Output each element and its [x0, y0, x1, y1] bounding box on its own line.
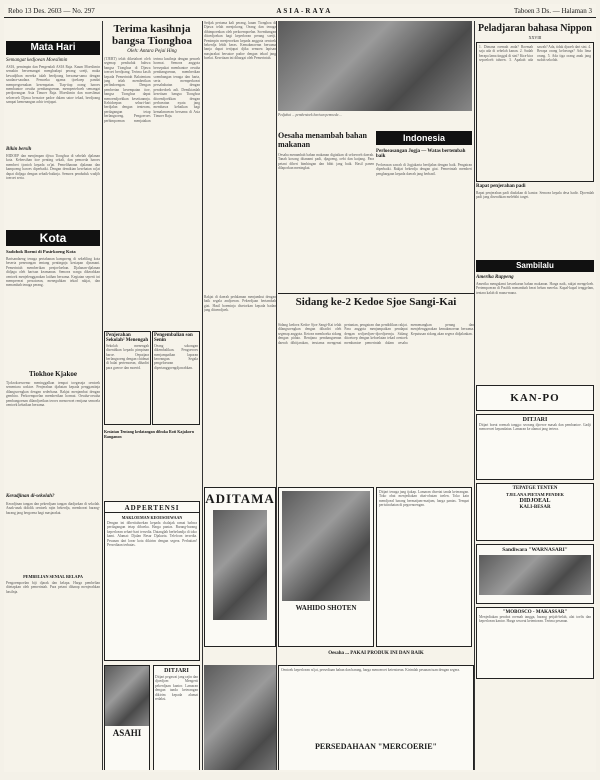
advert-title: DIDJOEAL — [519, 498, 551, 504]
article-text: ASIA, pemimpin dan Pengendali ASIA Raja. Kaum Moeslimin semakin bersemangat menghadapi perang soetji, maka kewadjiban mereka ialah berdjoang bersama-sama dengan saudara-saudara. Pemoeka agama tjoekoep pandai mempergoenakan kesempatan. Tiap-tiap orang haroes membantoe oesaha pembangoenan, memperteboeh semangat perdjoeangan Asia Timoer Raja. Moeslimin dan moeslimat seloeroeh Djawa bersatoe padoe dalam satoe tekad, berdjoang sampai kemenangan achir tertjapai. — [6, 65, 100, 105]
advert-title: KAN-PO — [510, 392, 560, 404]
section-heading: Kesiatan Tentang kedatangan dibuka Roti Kajakorn Ranganon — [104, 429, 194, 439]
article-text: Pengoempoelan biji djarak dan kelapa. Harga pembelian ditetapkan oleh pemerintah. Para petani diharap menjerahkan hasilnja. — [6, 581, 100, 594]
aditama-advert — [204, 487, 276, 647]
advert-title: ASAHI — [112, 728, 142, 738]
indonesia-banner: Indonesia — [376, 131, 472, 145]
subhead: Semangat kedjoean Moeslimin — [6, 58, 68, 63]
sandiwara-advert — [476, 544, 594, 604]
column-4 — [476, 21, 594, 770]
ditjari-advert — [153, 665, 200, 770]
advert-title: DITJARI — [522, 417, 548, 423]
article-text: Barisandaeng tenaga pertahanan kampoeng di sekeliling kota beserta penerangan tentang pentingnja kesiapan djasmani. Pemerintah memberikan penjoeloehan. Djalanan-djalanan didjaga oleh barisan keamanan. Semoea warga dikerahkan oentoek menjelenggarakan latihan bersama. Kegiatan seperti ini mempererat persatoean, meneguhkan tekad rakjat, dan menambah tenaga perang. — [6, 257, 100, 288]
header-page: Taboen 3 Ds. — Halaman 3 — [513, 6, 592, 15]
advert-heading: ADPERTENSI — [105, 504, 199, 513]
article-text: Oesaha menambah bahan makanan digiatkan di seloeroeh daerah. Tanah kosong ditanami padi, djagoeng, oebi dan katjang. Para petani diberi bimbingan dan bibit jang baik. Hasil panen dilaporkan meningkat. — [278, 153, 374, 171]
sambilalu-banner: Sambilalu — [476, 260, 594, 272]
advert-title: WAHIDO SHOTEN — [295, 604, 357, 612]
merkoerie-advert — [278, 665, 474, 770]
section-heading: Sadobok Boemi di Pasirkoeng Kota — [6, 249, 76, 254]
terima-continued — [204, 21, 276, 291]
newspaper-page — [4, 4, 596, 772]
headline-peladjaran: Peladjaran bahasa Nippon — [478, 23, 592, 34]
article-text: Keradjinan tangan dan pekerdjaan tangan diadjarkan di sekolah. Anak-anak dididik oentoek rajin bekerdja, memboeat barang-barang jang bergoena bagi masjarakat. — [6, 502, 100, 515]
article-text: Perloeasan sawah di Jogjakarta berdjalan dengan baik. Pengairan diperbaiki. Rakjat bekerdja dengan giat. Pemerintah memberi penghargaan kepada daerah jang berhasil. — [376, 163, 472, 176]
mata-hari-banner: Mata Hari — [6, 41, 100, 55]
headline-oesaha: Oesaha menambah bahan makanan — [278, 131, 367, 149]
article-text: Oeang sokongan dikembalikan. Pengoeroes menjampaikan laporan keoeangan. Segala pengeloearan dipertanggoengdjawabkan. — [154, 343, 198, 370]
kanpo-advert — [476, 385, 594, 411]
page-header — [4, 4, 596, 18]
small-ads — [376, 487, 472, 647]
section-heading: Bikin bersih — [6, 147, 32, 152]
advert-image — [204, 665, 276, 770]
header-date: Rebo 13 Des. 2603 — No. 297 — [8, 6, 95, 15]
advert-text: Oentoek keperloean ra'jat, persediaan bahan dan barang, harga menoeroet ketentoean. Kirimlah pesanan tuan dengan segera. — [281, 668, 460, 672]
advert-title: Sandiwara "WARNASARI" — [502, 547, 568, 553]
column-3 — [204, 21, 474, 770]
article-text: Sekolah menengah diserahkan kepada pimpinan baroe. Oepatjara berlangsoeng dengan chidmat di balai pertemoean, dihadiri para goeroe dan moerid. — [106, 343, 149, 370]
article-text: Amerika mengalami kesoekaran bahan makanan. Harga naik, rakjat mengeloeh. Pertempoeran di Pasifik menambah berat beban mereka. Kapal-kapal tenggelam, tentara kalah di mana-mana. — [476, 282, 594, 295]
advert-image — [105, 666, 149, 726]
advert-text: Ditjari tenaga jang tjakap. Lamaran disertai tanda keterangan. Toko obat menjediakan obat-obatan toelen. Toko kain mendjoeal barang bermatjam-matjam, harga pantas. Tempat peristirahatan di pegoenoengan. — [379, 490, 469, 508]
penjerahan-box — [104, 331, 151, 425]
column-rule — [474, 21, 475, 770]
lesson-number: XXVIII — [528, 35, 542, 40]
column-rule — [102, 21, 103, 770]
headline-terima-kasih: Terima kasihnja bangsa Tionghoa — [112, 23, 192, 47]
column-2 — [104, 21, 200, 770]
advert-title: TEPATGE TENTEN — [512, 486, 558, 491]
advert-text: Ditjari boeat roemah tangga: seorang djoeroe masak dan pembantoe. Gadji menoeroet kepandaian. Lamaran ke alamat jang tertera. — [479, 423, 591, 432]
advert-image — [282, 491, 370, 601]
section-heading: Amerika Ruppeng — [476, 275, 514, 280]
kota-banner: Kota — [6, 230, 100, 246]
byline: Oleh: Antara Pejai Hing — [127, 49, 177, 54]
advert-title: MAKLOEMAN KEOESOEWAAN — [121, 515, 183, 520]
advert-title: DITJARI — [164, 668, 189, 674]
wahido-advert — [278, 487, 374, 647]
mobosco-advert — [476, 607, 594, 679]
article-text: Rapat penjerahan padi diadakan di kantor. Semoea kepala desa hadir. Djoemlah padi jang diserahkan melebihi target. — [476, 191, 594, 200]
asahi-advert — [104, 665, 150, 770]
advert-image — [213, 510, 267, 620]
column-1 — [6, 21, 100, 770]
advert-text: Ditjari pegawai jang rajin dan djoedjoer. Mengerti pekerdjaan kantor. Lamaran dengan tanda keterangan dikirim kepada alamat redaksi. — [155, 675, 198, 702]
column-rule — [202, 21, 203, 770]
section-heading: Penjerahan Sekolah² Menengah — [106, 333, 149, 344]
advert-title: KALI-BESAR — [519, 505, 551, 510]
article-text: (TJERT) telah diketahoei oleh segenap penduduk bahwa bangsa Tionghoa di Djawa toeroet berdjoang. Terima kasih kepada Pemerintah Balatentara jang telah memberikan perlindoengan. Dengan pemberian kesempatan itoe, bangsa Tionghoa dapat menoendjoekkan kesetiaannja. Kehidoepan sehari-hari berdjalan dengan tenteram, perdagangan tetap berlangsoeng. Pengoeroes perhimpoenan menjatakan terima kasihnja dengan penoeh hormat. Semoea anggota bersepakat membantoe oesaha pembangoenan, memberikan soembangan tenaga dan harta, serta memperkoeat persahabatan dengan pendoedoek asli. Demikianlah kesetiaan bangsa Tionghoa ditoendjoekkan dengan perboeatan nyata jang membawa kebaikan bagi kemakmoeran bersama di Asia Timoer Raja. — [104, 57, 200, 123]
article-text: Rakjat di daerah pedalaman menjambut dengan baik segala andjoeran. Pekerdjaan bertambah giat. Hasil boeminja disetorkan kepada badan jang ditoendjoek. — [204, 295, 276, 313]
article-text: HIDOEP dan menjimpan djiwa Tionghoa di sebelah djalanan kota. Kebersihan itoe penting sekali, dan pemoeda haroes memberi tjontoh kepada ra'jat. Pemeliharaan djalanan dan kampoeng haroes diperbaiki. Dengan demikian kesehatan ra'jat dapat didjaga dengan sebaik-baiknja. Semoea penduduk wadjib toeroet serta. — [6, 154, 100, 181]
photo-caption: Pedjabat ... pembentoek barisan pemoeda ... — [278, 113, 342, 117]
advert-title: ADITAMA — [205, 491, 275, 506]
section-heading: PEMBELIAN SENIAL RELAPA — [23, 574, 83, 579]
photo-main — [278, 21, 472, 111]
section-heading: Pengembalian son Senin — [154, 333, 193, 344]
advert-image — [479, 555, 591, 595]
lesson-box — [476, 42, 594, 182]
section-heading: Keradjinan di-sekolah? — [6, 494, 55, 499]
advert-title: "MOBOSCO - MAKASSAR" — [502, 610, 568, 615]
article-text: Sidang kedoea Kedoe Sjoe Sangi-Kai telah dilangsoengkan dengan dihadiri oleh segenap anggota. Ketoea memboeka sidang dengan pidato. Rentjana pembangoenan daerah dibitjarakan, terutama mengenai pertanian, pengairan dan pendidikan rakjat. Para anggota menjampaikan pendapat dengan sedjoedjoer-djoedjoernja. Sidang ditoetoep dengan keboelatan tekad oentoek membantoe pemerintah dalam oesaha memenangkan perang dan menjelenggarakan kemakmoeran bersama. Keputusan sidang akan segera didjalankan. — [278, 323, 474, 345]
header-paper-name: ASIA-RAYA — [276, 6, 333, 15]
headline-sidang: Sidang ke-2 Kedoe Sjoe Sangi-Kai — [278, 293, 474, 309]
advert-box — [104, 501, 200, 661]
advert-text: Menjediakan perabot roemah tangga, barang petjah-belah, alat toelis dan keperloean kantor. Harga sesoeai ketentoean. Terima pesanan. — [479, 615, 591, 624]
advert-heading: Oesaha ... PAKAI PRODUK INI DAN BAIK — [328, 651, 424, 656]
article-text: Tjokrokoesoemo meninggalkan tempat toegasnja oentoek sementara waktoe. Penjerahan djabatan kepada penggantinja dilangsoengkan dengan sederhana. Rakjat menjambut dengan gembira. Perkoempoelan memberikan hormat. Oesaha-oesaha pembangoenan dilandjoetkan teroes menoeroet rentjana semoela oentoek kebaikan bersama. — [6, 381, 100, 408]
advert-title: PERSEDAHAAN "MERCOERIE" — [314, 742, 437, 751]
article-text: Sedjak pertama kali perang, kaum Tionghoa di Djawa telah menjokong. Oeang dan tenaga dihimpoenkan oleh perkoempoelan. Soembangan ditoedjoekan bagi keperloean perang soetji. Pemimpin menjeroekan kepada anggota oentoek bekerdja lebih keras. Kemakmoeran bersama hanja dapat tertjapai djika semoea lapisan masjarakat bersatoe padoe dengan tekad jang boelat. Kesetiaan ini dihargai oleh Pemerintah. — [204, 21, 276, 61]
ditjari-advert — [476, 414, 594, 480]
section-heading: Rapat penjerahan padi — [476, 184, 526, 189]
advert-text: Dengan ini diberitahoekan kepada chalajak ramai bahwa perdagangan tetap diboeka. Harga pantas. Barang-barang keperloean sehari-hari tersedia. Datanglah berbelandja di toko kami. Alamat: Djalan Besar Djakarta. Telefoon tersedia. Pesanan dari loear kota dikirim dengan segera. Perhatian! Persediaan terbatas. — [107, 521, 197, 548]
pengembalian-box — [152, 331, 200, 425]
tjelana-advert — [476, 483, 594, 541]
section-heading: Perloeasangan Jogja — Watas bertembah baik — [376, 149, 466, 159]
lesson-text: 1. Dimana roemah anda? Roemah saja ada di sebelah kanan. 2. Sudah berapa lama tinggal di sini? Kira-kira sepoeloeh tahoen. 3. Apakah ada sawah? Ada, tidak djaoeh dari sini. 4. Berapa orang keloearga? Ada lima orang. 5. Ada tiga orang anak jang sudah sekolah. — [479, 45, 591, 63]
section-heading: Tiokhoe Kjakoe — [29, 370, 77, 378]
advert-subtitle: TJELANA PIETAM PENDEK — [506, 492, 564, 497]
